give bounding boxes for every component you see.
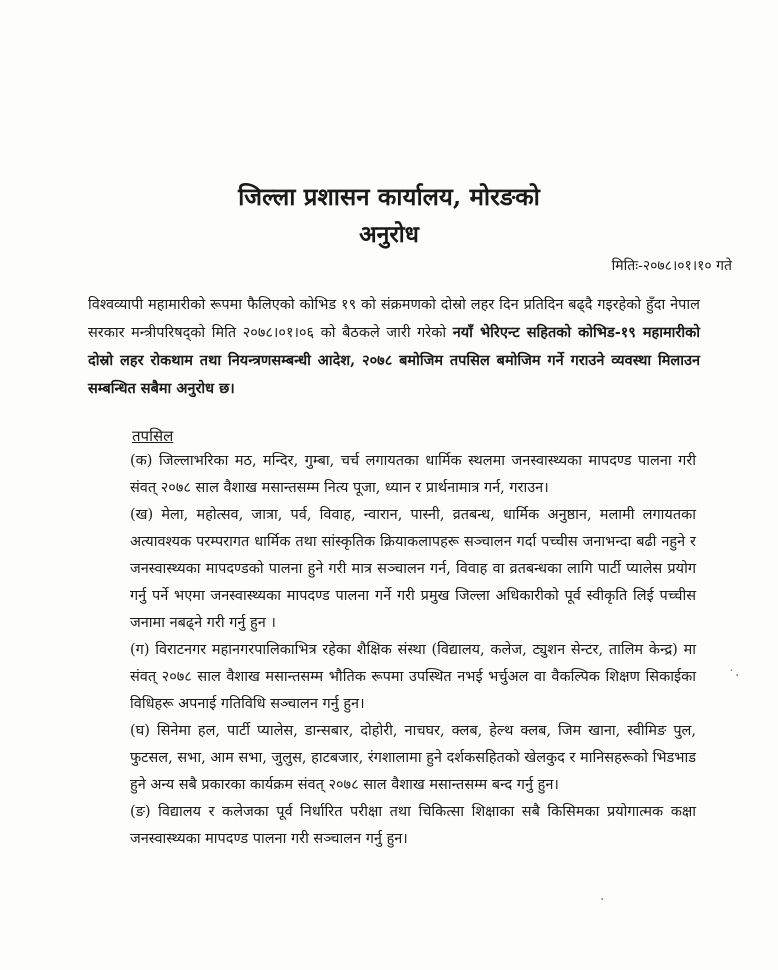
document-date: मितिः-२०७८।०१।१० गते: [611, 258, 732, 274]
intro-paragraph: [88, 292, 700, 403]
intro-bold-text: नयाँ भेरिएन्ट सहितको कोभिड-१९ महामारीको दोस्रो लहर रोकथाम तथा नियन्त्रणसम्बन्धी आदेश, २०७८ बमोजिम तपसिल बमोजिम गर्ने गराउने व्यवस्था मिलाउन सम्बन्धित सबैमा अनुरोध छ।: [88, 324, 700, 397]
schedule-list: [130, 448, 696, 853]
schedule-item-nga: (ङ) विद्यालय र कलेजका पूर्व निर्धारित परीक्षा तथा चिकित्सा शिक्षाका सबै किसिमका प्रयोगात्मक कक्षा जनस्वास्थ्यका मापदण्ड पालना गरी सञ्चालन गर्नु हुन।: [130, 804, 696, 847]
document-subtitle: अनुरोध: [359, 221, 419, 248]
schedule-item-ga: (ग) विराटनगर महानगरपालिकाभित्र रहेका शैक्षिक संस्था (विद्यालय, कलेज, ट्युशन सेन्टर, तालिम केन्द्र) मा संवत् २०७८ साल वैशाख मसान्तसम्म भौतिक रूपमा उपस्थित नभई भर्चुअल वा वैकल्पिक शिक्षण सिकाईका विधिहरू अपनाई गतिविधि सञ्चालन गर्नु हुन।: [130, 642, 696, 712]
schedule-item-gha: (घ) सिनेमा हल, पार्टी प्यालेस, डान्सबार, दोहोरी, नाचघर, क्लब, हेल्थ क्लब, जिम खाना, स्वीमिङ पुल, फुटसल, सभा, आम सभा, जुलुस, हाटबजार, रंगशालामा हुने दर्शकसहितको खेलकुद र मानिसहरूको भिडभाड हुने अन्य सबै प्रकारका कार्यक्रम संवत् २०७८ साल वैशाख मसान्तसम्म बन्द गर्नु हुन।: [130, 723, 696, 793]
scan-speck-mark: ˙·: [728, 668, 740, 684]
schedule-heading: तपसिल: [132, 427, 174, 445]
schedule-item-kha: (ख) मेला, महोत्सव, जात्रा, पर्व, विवाह, न्वारान, पास्नी, व्रतबन्ध, धार्मिक अनुष्ठान, मलामी लगायतका अत्यावश्यक परम्परागत धार्मिक तथा सांस्कृतिक क्रियाकलापहरू सञ्चालन गर्दा पच्चीस जनाभन्दा बढी नहुने र जनस्वास्थ्यका मापदण्डको पालना हुने गरी मात्र सञ्चालन गर्न, विवाह वा व्रतबन्धका लागि पार्टी प्यालेस प्रयोग गर्नु पर्ने भएमा जनस्वास्थ्यका मापदण्ड पालना गर्ने गरी प्रमुख जिल्ला अधिकारीको पूर्व स्वीकृति लिई पच्चीस जनामा नबढ्ने गरी गर्नु हुन ।: [130, 507, 696, 631]
intro-plain-text: विश्वव्यापी महामारीको रूपमा फैलिएको कोभिड १९ को संक्रमणको दोस्रो लहर दिन प्रतिदिन बढ्दै गइरहेको हुँदा नेपाल सरकार मन्त्रीपरिषद्को मिति २०७८।०१।०६ को बैठकले जारी गरेको: [88, 297, 700, 341]
schedule-item-ka: (क) जिल्लाभरिका मठ, मन्दिर, गुम्बा, चर्च लगायतका धार्मिक स्थलमा जनस्वास्थ्यका मापदण्ड पालना गरी संवत् २०७८ साल वैशाख मसान्तसम्म नित्य पूजा, ध्यान र प्रार्थनामात्र गर्न, गराउन।: [130, 453, 696, 496]
office-title: जिल्ला प्रशासन कार्यालय, मोरङको: [238, 182, 540, 211]
scan-speck-mark: ·: [600, 892, 605, 908]
